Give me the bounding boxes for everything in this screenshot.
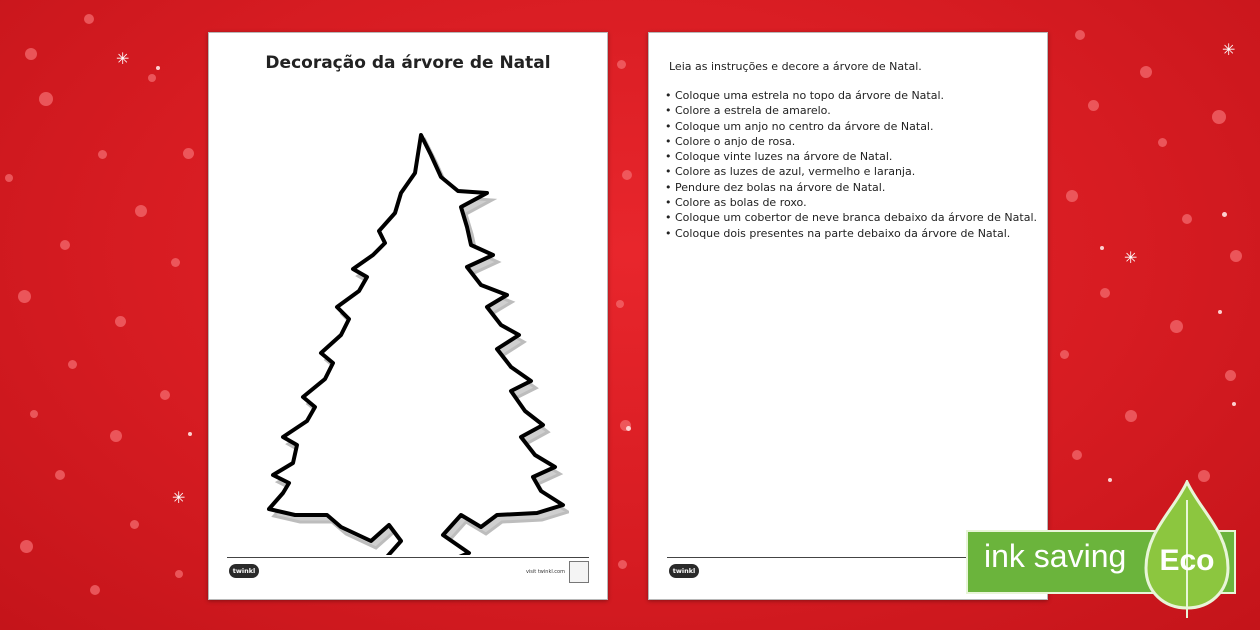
- list-item: • Colore as bolas de roxo.: [665, 195, 1037, 210]
- list-item: • Pendure dez bolas na árvore de Natal.: [665, 180, 1037, 195]
- list-item: • Coloque um anjo no centro da árvore de Natal.: [665, 119, 1037, 134]
- quality-badge-icon: [569, 561, 589, 583]
- eco-tag: Eco: [1159, 544, 1215, 577]
- worksheet-page-tree: [208, 32, 608, 600]
- christmas-tree-outline: [249, 95, 569, 555]
- list-item: • Coloque vinte luzes na árvore de Natal.: [665, 149, 1037, 164]
- list-item: • Colore a estrela de amarelo.: [665, 103, 1037, 118]
- instruction-list: [665, 88, 1037, 241]
- list-item: • Colore o anjo de rosa.: [665, 134, 1037, 149]
- worksheet-page-instructions: [648, 32, 1048, 600]
- list-item: • Coloque dois presentes na parte debaixo da árvore de Natal.: [665, 226, 1037, 241]
- footer-divider: [227, 557, 589, 558]
- list-item: • Coloque uma estrela no topo da árvore de Natal.: [665, 88, 1037, 103]
- twinkl-logo: twinkl: [669, 564, 699, 578]
- list-item: • Colore as luzes de azul, vermelho e laranja.: [665, 164, 1037, 179]
- list-item: • Coloque um cobertor de neve branca debaixo da árvore de Natal.: [665, 210, 1037, 225]
- ink-saving-label: ink saving: [984, 538, 1127, 574]
- instructions-intro: Leia as instruções e decore a árvore de Natal.: [669, 60, 922, 73]
- twinkl-logo: twinkl: [229, 564, 259, 578]
- worksheet-title: Decoração da árvore de Natal: [265, 53, 551, 73]
- visit-url: visit twinkl.com: [525, 569, 565, 575]
- eco-leaf-icon: [1142, 480, 1232, 620]
